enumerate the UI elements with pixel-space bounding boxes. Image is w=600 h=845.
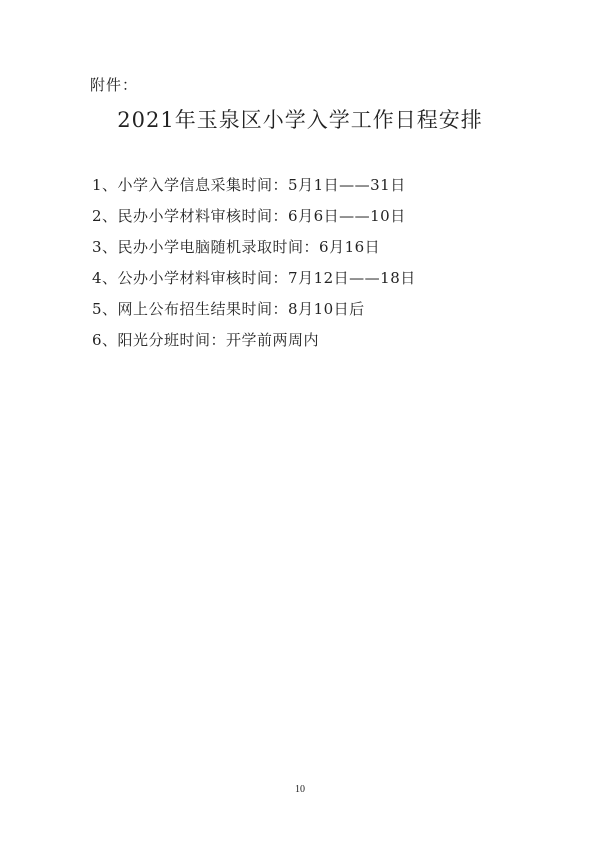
schedule-item: 1、小学入学信息采集时间：5月1日——31日 [92,176,406,194]
schedule-item: 2、民办小学材料审核时间：6月6日——10日 [92,207,406,225]
schedule-item: 6、阳光分班时间：开学前两周内 [92,331,320,349]
schedule-item: 3、民办小学电脑随机录取时间：6月16日 [92,238,381,256]
document-title: 2021年玉泉区小学入学工作日程安排 [117,108,483,132]
attachment-label: 附件： [90,76,139,94]
schedule-item: 5、网上公布招生结果时间：8月10日后 [92,300,365,318]
schedule-item: 4、公办小学材料审核时间：7月12日——18日 [92,269,416,287]
page-number: 10 [295,784,305,795]
schedule-list [92,170,416,356]
